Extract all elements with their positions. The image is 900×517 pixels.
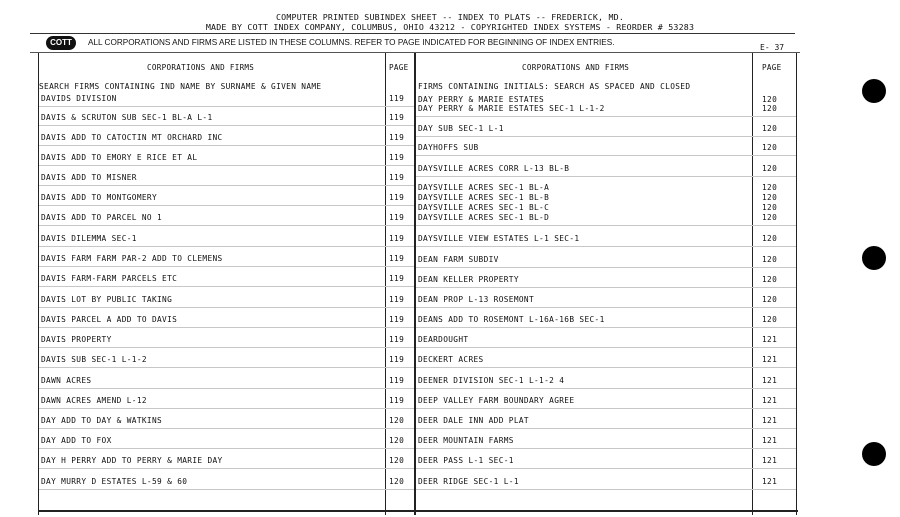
right-entry-page: 120 [762,164,778,173]
right-entry-name: DEER DALE INN ADD PLAT [418,416,529,425]
right-entry-page: 120 [762,95,778,104]
left-entry-name: DAVIS ADD TO MONTGOMERY [41,193,158,202]
logo-text: COTT [50,38,72,47]
right-entry-name: DEEP VALLEY FARM BOUNDARY AGREE [418,396,575,405]
table-bottom-border [38,510,798,512]
publisher-line: MADE BY COTT INDEX COMPANY, COLUMBUS, OHIO 43212 - COPYRIGHTED INDEX SYSTEMS - REORDER # 53283 [205,22,695,32]
left-entry-name: DAY ADD TO FOX [41,436,112,445]
row-rule [416,367,796,368]
right-entry-name: DAYSVILLE ACRES SEC-1 BL-B [418,193,550,202]
right-entry-page: 120 [762,124,778,133]
right-entry-name: DEENER DIVISION SEC-1 L-1-2 4 [418,376,565,385]
right-entry-name: DAYSVILLE ACRES CORR L-13 BL-B [418,164,570,173]
right-entry-page: 121 [762,477,778,486]
left-entry-name: DAVIDS DIVISION [41,94,117,103]
right-entry-page: 120 [762,315,778,324]
left-entry-page: 120 [389,477,405,486]
right-entry-page: 120 [762,275,778,284]
right-entry-name: DAYSVILLE VIEW ESTATES L-1 SEC-1 [418,234,580,243]
cott-logo [46,36,76,50]
row-rule [39,388,414,389]
row-rule [39,266,414,267]
row-rule [416,468,796,469]
right-entry-name: DEAN KELLER PROPERTY [418,275,519,284]
row-rule [39,185,414,186]
header-divider [30,33,795,34]
left-entry-name: DAVIS & SCRUTON SUB SEC-1 BL-A L-1 [41,113,213,122]
left-instruction: SEARCH FIRMS CONTAINING IND NAME BY SURNAME & GIVEN NAME [39,82,322,91]
row-rule [416,388,796,389]
right-entry-page: 120 [762,295,778,304]
row-rule [39,145,414,146]
right-entry-page: 121 [762,355,778,364]
row-rule [39,468,414,469]
row-rule [39,125,414,126]
row-rule [416,116,796,117]
right-entry-name: DAY PERRY & MARIE ESTATES [418,95,545,104]
left-entry-name: DAVIS FARM-FARM PARCELS ETC [41,274,178,283]
table-right-border [796,53,797,515]
table-left-border [38,53,39,515]
left-entry-name: DAVIS ADD TO EMORY E RICE ET AL [41,153,198,162]
left-entry-page: 119 [389,396,405,405]
sheet-number: E- 37 [760,43,785,52]
left-entry-page: 119 [389,193,405,202]
left-entry-page: 119 [389,376,405,385]
row-rule [416,267,796,268]
right-entry-name: DAY PERRY & MARIE ESTATES SEC-1 L-1-2 [418,104,605,113]
right-entry-page: 120 [762,213,778,222]
row-rule [39,307,414,308]
right-entry-page: 121 [762,376,778,385]
row-rule [39,286,414,287]
right-entry-page: 120 [762,183,778,192]
right-entry-name: DEAN FARM SUBDIV [418,255,499,264]
left-entry-page: 119 [389,113,405,122]
right-entry-name: DAYHOFFS SUB [418,143,479,152]
sheet-title: COMPUTER PRINTED SUBINDEX SHEET -- INDEX TO PLATS -- FREDERICK, MD. [275,12,625,22]
right-entry-name: DEER RIDGE SEC-1 L-1 [418,477,519,486]
row-rule [39,225,414,226]
right-entry-page: 121 [762,436,778,445]
left-entry-name: DAVIS PARCEL A ADD TO DAVIS [41,315,178,324]
left-entry-name: DAVIS DILEMMA SEC-1 [41,234,137,243]
right-column-title: CORPORATIONS AND FIRMS [522,63,630,72]
row-rule [39,246,414,247]
right-entry-name: DECKERT ACRES [418,355,484,364]
left-entry-page: 120 [389,456,405,465]
right-entry-page: 120 [762,203,778,212]
row-rule [416,408,796,409]
left-page-heading: PAGE [389,63,409,72]
row-rule [416,136,796,137]
right-instruction: FIRMS CONTAINING INITIALS: SEARCH AS SPACED AND CLOSED [418,82,691,91]
left-entry-page: 119 [389,274,405,283]
left-entry-name: DAVIS LOT BY PUBLIC TAKING [41,295,173,304]
right-entry-name: DEER PASS L-1 SEC-1 [418,456,514,465]
left-entry-name: DAWN ACRES AMEND L-12 [41,396,147,405]
right-entry-page: 120 [762,255,778,264]
left-entry-page: 119 [389,213,405,222]
row-rule [416,448,796,449]
right-entry-page: 121 [762,335,778,344]
column-divider [414,53,416,515]
right-entry-page: 120 [762,193,778,202]
row-rule [416,347,796,348]
left-entry-name: DAY ADD TO DAY & WATKINS [41,416,163,425]
right-entry-name: DEARDOUGHT [418,335,469,344]
right-entry-page: 120 [762,143,778,152]
row-rule [39,347,414,348]
column-notice: ALL CORPORATIONS AND FIRMS ARE LISTED IN THESE COLUMNS. REFER TO PAGE INDICATED FOR BEGINNING OF INDEX ENTRIES. [88,38,615,47]
left-entry-name: DAVIS FARM FARM PAR-2 ADD TO CLEMENS [41,254,223,263]
right-entry-page: 121 [762,416,778,425]
right-entry-name: DEAN PROP L-13 ROSEMONT [418,295,535,304]
row-rule [416,327,796,328]
row-rule [416,155,796,156]
row-rule [39,448,414,449]
row-rule [416,246,796,247]
right-entry-page: 120 [762,104,778,113]
right-entry-name: DEER MOUNTAIN FARMS [418,436,514,445]
left-entry-page: 119 [389,153,405,162]
left-entry-page: 119 [389,234,405,243]
row-rule [39,106,414,107]
left-entry-page: 119 [389,173,405,182]
left-entry-name: DAWN ACRES [41,376,92,385]
punch-hole [862,246,886,270]
left-entry-name: DAY MURRY D ESTATES L-59 & 60 [41,477,188,486]
left-entry-page: 119 [389,315,405,324]
left-entry-page: 119 [389,295,405,304]
row-rule [39,408,414,409]
row-rule [39,367,414,368]
row-rule [39,428,414,429]
right-entry-name: DAY SUB SEC-1 L-1 [418,124,504,133]
right-entry-page: 121 [762,396,778,405]
right-page-divider [752,53,753,515]
right-entry-name: DAYSVILLE ACRES SEC-1 BL-A [418,183,550,192]
left-page-divider [385,53,386,515]
right-entry-page: 120 [762,234,778,243]
left-entry-name: DAVIS PROPERTY [41,335,112,344]
left-entry-page: 120 [389,436,405,445]
left-entry-page: 119 [389,335,405,344]
punch-hole [862,442,886,466]
row-rule [416,489,796,490]
left-entry-page: 120 [389,416,405,425]
row-rule [39,489,414,490]
row-rule [39,165,414,166]
row-rule [416,176,796,177]
left-entry-page: 119 [389,94,405,103]
left-column-title: CORPORATIONS AND FIRMS [147,63,255,72]
left-entry-name: DAVIS SUB SEC-1 L-1-2 [41,355,147,364]
right-entry-page: 121 [762,456,778,465]
left-entry-page: 119 [389,254,405,263]
row-rule [416,225,796,226]
right-entry-name: DEANS ADD TO ROSEMONT L-16A-16B SEC-1 [418,315,605,324]
left-entry-page: 119 [389,355,405,364]
row-rule [416,287,796,288]
left-entry-name: DAVIS ADD TO CATOCTIN MT ORCHARD INC [41,133,223,142]
row-rule [39,205,414,206]
row-rule [416,428,796,429]
right-entry-name: DAYSVILLE ACRES SEC-1 BL-D [418,213,550,222]
row-rule [39,327,414,328]
left-entry-name: DAY H PERRY ADD TO PERRY & MARIE DAY [41,456,223,465]
punch-hole [862,79,886,103]
row-rule [416,307,796,308]
right-page-heading: PAGE [762,63,782,72]
left-entry-name: DAVIS ADD TO PARCEL NO 1 [41,213,163,222]
left-entry-page: 119 [389,133,405,142]
right-entry-name: DAYSVILLE ACRES SEC-1 BL-C [418,203,550,212]
left-entry-name: DAVIS ADD TO MISNER [41,173,137,182]
